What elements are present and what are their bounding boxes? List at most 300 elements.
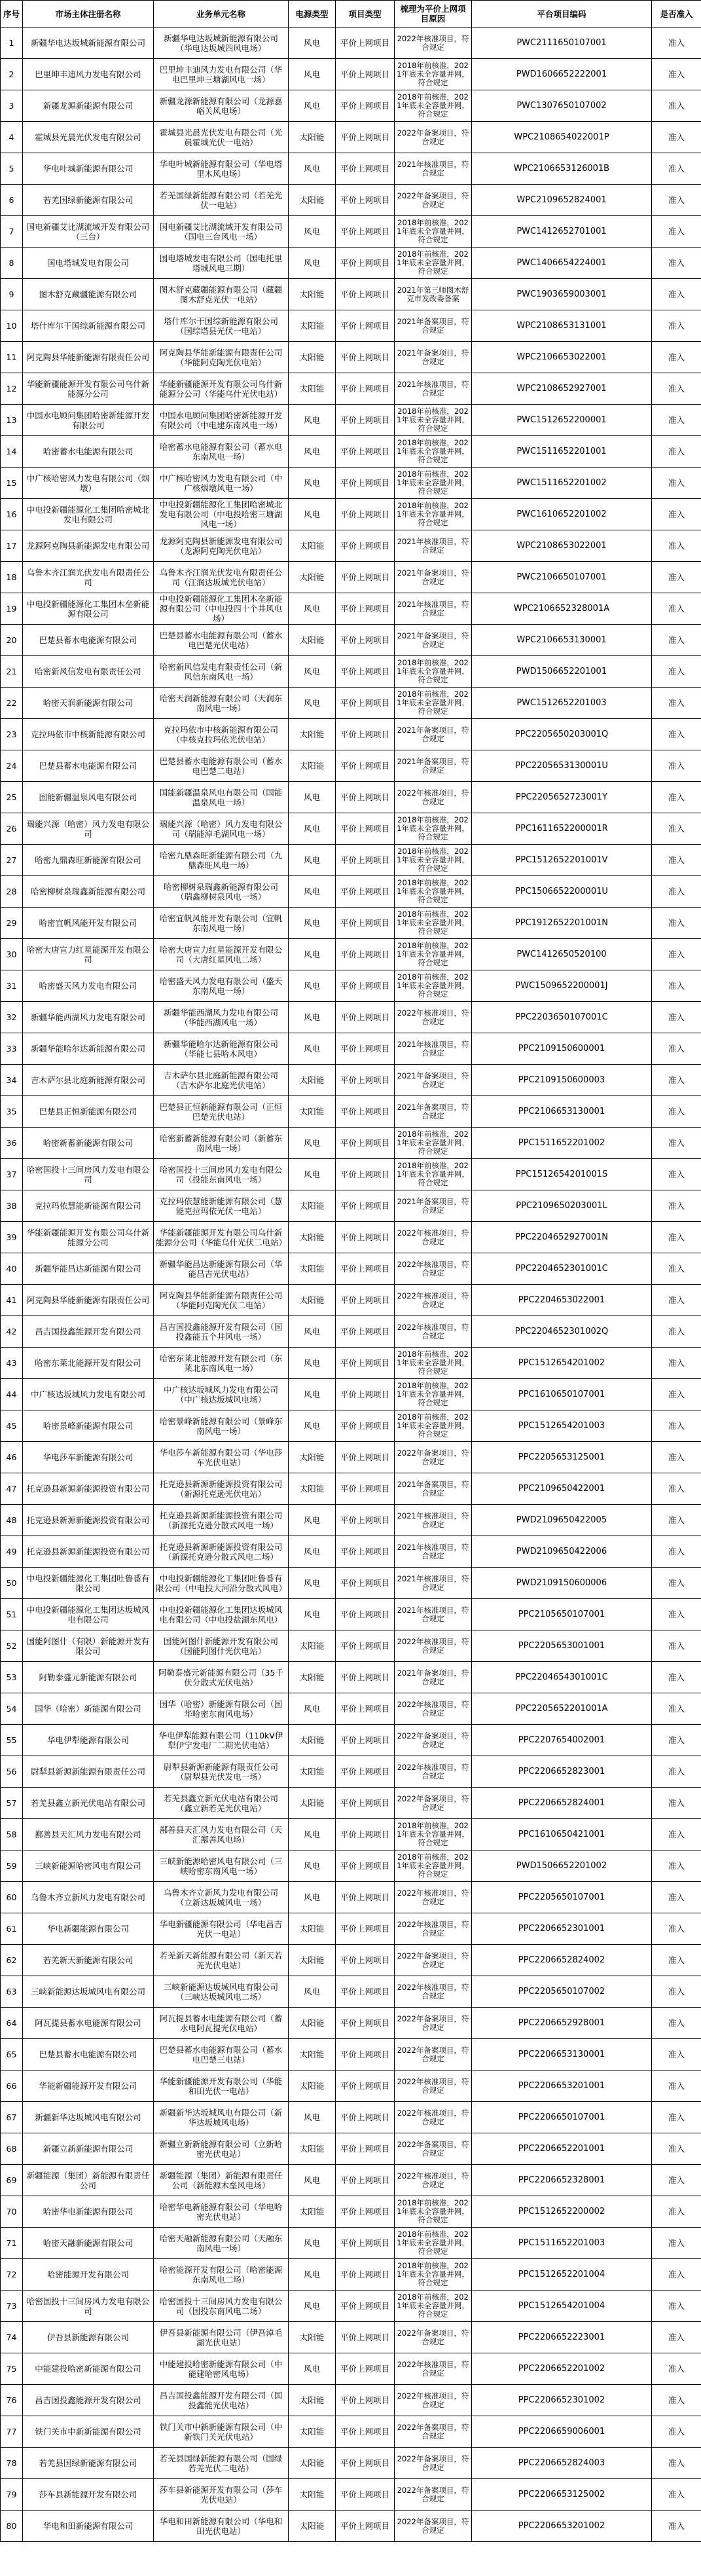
cell-code: PPC2206652301002 — [472, 2385, 652, 2416]
cell-entity: 巴楚县蓄水电能源有限公司 — [23, 2039, 154, 2070]
cell-power-type: 太阳能 — [289, 310, 336, 342]
cell-access: 准入 — [652, 2165, 701, 2196]
cell-unit: 克拉玛依市中核新能源有限公司（中核克拉玛依光伏电站） — [154, 719, 289, 750]
cell-unit: 哈密新风信发电有限责任公司（新风信东南风电一场） — [154, 656, 289, 688]
cell-seq: 34 — [1, 1065, 23, 1096]
cell-seq: 45 — [1, 1410, 23, 1442]
cell-seq: 3 — [1, 90, 23, 122]
cell-project-type: 平价上网项目 — [336, 1756, 395, 1788]
cell-reason: 2018年前核准，2021年底未全容量并网，符合规定 — [395, 970, 472, 1002]
cell-seq: 23 — [1, 719, 23, 750]
cell-unit: 尉犁县新源新能源有限责任公司（尉犁县光伏发电一场） — [154, 1756, 289, 1788]
cell-power-type: 风电 — [289, 1850, 336, 1882]
cell-reason: 2022年核准项目，符合规定 — [395, 2165, 472, 2196]
cell-code: PPC2205653130001U — [472, 750, 652, 782]
cell-project-type: 平价上网项目 — [336, 1819, 395, 1850]
cell-entity: 国能新疆温泉风电有限公司 — [23, 782, 154, 813]
cell-entity: 阿克陶县华能新能源有限责任公司 — [23, 342, 154, 373]
table-row — [1, 1473, 701, 1505]
cell-seq: 58 — [1, 1819, 23, 1850]
header-unit: 业务单元名称 — [154, 1, 289, 28]
cell-entity: 中电投新疆能源化工集团达坂城风电有限公司 — [23, 1599, 154, 1630]
cell-power-type: 风电 — [289, 876, 336, 908]
cell-unit: 华电伊犁能源有限公司（110kV伊犁伊宁发电厂二期光伏电站） — [154, 1725, 289, 1756]
cell-unit: 国华（哈密）新能源有限公司（国华哈密东南风电场） — [154, 1693, 289, 1725]
cell-power-type: 太阳能 — [289, 1662, 336, 1693]
table-row — [1, 1159, 701, 1190]
cell-project-type: 平价上网项目 — [336, 2133, 395, 2165]
cell-access: 准入 — [652, 59, 701, 90]
cell-unit: 阿瓦提县蓄水电能源有限公司（蓄水电阿瓦提光伏电站） — [154, 2008, 289, 2039]
cell-access: 准入 — [652, 845, 701, 876]
header-seq: 序号 — [1, 1, 23, 28]
cell-reason: 2018年前核准，2021年底未全容量并网，符合规定 — [395, 1379, 472, 1410]
table-row — [1, 1002, 701, 1033]
cell-code: PWC1412652701001 — [472, 216, 652, 248]
cell-code: PPC2205650107001 — [472, 1882, 652, 1913]
cell-project-type: 平价上网项目 — [336, 216, 395, 248]
cell-project-type: 平价上网项目 — [336, 28, 395, 59]
cell-reason: 2022年备案项目，符合规定 — [395, 1725, 472, 1756]
cell-project-type: 平价上网项目 — [336, 1662, 395, 1693]
cell-entity: 中电投新疆能源化工集团吐鲁番有限公司 — [23, 1568, 154, 1599]
cell-access: 准入 — [652, 2322, 701, 2353]
cell-project-type: 平价上网项目 — [336, 2196, 395, 2228]
cell-access: 准入 — [652, 1976, 701, 2008]
cell-entity: 阿瓦提县蓄水电能源有限公司 — [23, 2008, 154, 2039]
cell-access: 准入 — [652, 688, 701, 719]
cell-seq: 40 — [1, 1253, 23, 1285]
cell-project-type: 平价上网项目 — [336, 1536, 395, 1568]
cell-unit: 哈密宜帆风能开发有限公司（宜帆东南风电一场） — [154, 908, 289, 939]
cell-power-type: 太阳能 — [289, 1756, 336, 1788]
table-row — [1, 405, 701, 436]
cell-seq: 24 — [1, 750, 23, 782]
cell-reason: 2021年备案项目，符合规定 — [395, 310, 472, 342]
cell-project-type: 平价上网项目 — [336, 813, 395, 845]
cell-unit: 哈密华电新能源有限公司（华电哈密光伏电站） — [154, 2196, 289, 2228]
cell-power-type: 太阳能 — [289, 1913, 336, 1945]
cell-power-type: 风电 — [289, 2259, 336, 2291]
cell-entity: 华电莎车新能源有限公司 — [23, 1442, 154, 1473]
table-row — [1, 1033, 701, 1065]
cell-access: 准入 — [652, 2133, 701, 2165]
cell-reason: 2021年核准项目，符合规定 — [395, 153, 472, 185]
cell-unit: 新疆华能昌达新能源有限公司（华能昌吉光伏电站） — [154, 1253, 289, 1285]
cell-unit: 哈密天融新能源有限公司（天融东南风电一场） — [154, 2228, 289, 2259]
cell-project-type: 平价上网项目 — [336, 310, 395, 342]
cell-code: PPC2109150600001 — [472, 1033, 652, 1065]
cell-power-type: 太阳能 — [289, 1630, 336, 1662]
cell-power-type: 风电 — [289, 1568, 336, 1599]
cell-power-type: 风电 — [289, 1599, 336, 1630]
cell-power-type: 风电 — [289, 845, 336, 876]
cell-power-type: 风电 — [289, 688, 336, 719]
cell-reason: 2022年核准项目，符合规定 — [395, 1316, 472, 1348]
cell-project-type: 平价上网项目 — [336, 2479, 395, 2511]
cell-power-type: 风电 — [289, 1002, 336, 1033]
cell-code: PPC2206653201002 — [472, 2511, 652, 2542]
cell-unit: 国能新疆温泉风电有限公司（国能温泉风电一场） — [154, 782, 289, 813]
cell-access: 准入 — [652, 310, 701, 342]
table-row — [1, 750, 701, 782]
cell-entity: 哈密国投十三间房风力发电有限公司 — [23, 1159, 154, 1190]
cell-reason: 2021年核准项目，符合规定 — [395, 373, 472, 405]
cell-power-type: 风电 — [289, 1505, 336, 1536]
cell-power-type: 太阳能 — [289, 279, 336, 310]
cell-seq: 18 — [1, 562, 23, 593]
cell-project-type: 平价上网项目 — [336, 373, 395, 405]
cell-entity: 若羌国绿新能源有限公司 — [23, 185, 154, 216]
cell-reason: 2018年前核准，2021年底未全容量并网，符合规定 — [395, 2291, 472, 2322]
cell-seq: 52 — [1, 1630, 23, 1662]
cell-reason: 2021年核准项目，符合规定 — [395, 1505, 472, 1536]
cell-seq: 79 — [1, 2479, 23, 2511]
cell-code: PWC1412650520100 — [472, 939, 652, 970]
cell-entity: 哈密天融新能源有限公司 — [23, 2228, 154, 2259]
cell-power-type: 风电 — [289, 939, 336, 970]
cell-code: PPC2206652928001 — [472, 2008, 652, 2039]
table-row — [1, 2259, 701, 2291]
cell-seq: 22 — [1, 688, 23, 719]
cell-access: 准入 — [652, 970, 701, 1002]
cell-project-type: 平价上网项目 — [336, 2070, 395, 2102]
cell-entity: 若羌新天新能源有限公司 — [23, 1945, 154, 1976]
cell-power-type: 风电 — [289, 1976, 336, 2008]
cell-power-type: 太阳能 — [289, 2511, 336, 2542]
cell-code: PWD2109150600006 — [472, 1568, 652, 1599]
table-row — [1, 1850, 701, 1882]
cell-access: 准入 — [652, 2070, 701, 2102]
cell-entity: 巴楚县正恒新能源有限公司 — [23, 1096, 154, 1128]
cell-entity: 华电叶城新能源有限公司 — [23, 153, 154, 185]
cell-power-type: 太阳能 — [289, 2448, 336, 2479]
cell-project-type: 平价上网项目 — [336, 1316, 395, 1348]
cell-reason: 2018年前核准，2021年底未全容量并网，符合规定 — [395, 939, 472, 970]
cell-unit: 哈密蓄水电能源有限公司（蓄水电东南风电一场） — [154, 436, 289, 468]
cell-reason: 2022年核准项目，符合规定 — [395, 1693, 472, 1725]
cell-code: PPC1512654201001S — [472, 1159, 652, 1190]
cell-project-type: 平价上网项目 — [336, 2102, 395, 2133]
cell-power-type: 太阳能 — [289, 562, 336, 593]
cell-seq: 74 — [1, 2322, 23, 2353]
cell-unit: 伊吾县新能源有限公司（伊吾淖毛湖光伏电站） — [154, 2322, 289, 2353]
cell-reason: 2022年备案项目，符合规定 — [395, 2008, 472, 2039]
cell-entity: 哈密华电新能源有限公司 — [23, 2196, 154, 2228]
cell-code: WPC2106653126001B — [472, 153, 652, 185]
cell-access: 准入 — [652, 2448, 701, 2479]
cell-reason: 2022年备案项目，符合规定 — [395, 2511, 472, 2542]
cell-reason: 2018年前核准，2021年底未全容量并网，符合规定 — [395, 845, 472, 876]
cell-seq: 77 — [1, 2416, 23, 2448]
cell-seq: 20 — [1, 625, 23, 656]
cell-access: 准入 — [652, 1473, 701, 1505]
cell-entity: 三峡新能源哈密风电有限公司 — [23, 1850, 154, 1882]
cell-power-type: 太阳能 — [289, 122, 336, 153]
cell-code: PPC2109650203001L — [472, 1190, 652, 1222]
cell-access: 准入 — [652, 876, 701, 908]
cell-entity: 巴楚县蓄水电能源有限公司 — [23, 750, 154, 782]
cell-reason: 2022年核准项目，符合规定 — [395, 2102, 472, 2133]
cell-unit: 华电莎车新能源有限公司（华电莎车光伏电站） — [154, 1442, 289, 1473]
cell-seq: 61 — [1, 1913, 23, 1945]
cell-reason: 2021年备案项目，符合规定 — [395, 1190, 472, 1222]
cell-access: 准入 — [652, 2196, 701, 2228]
cell-reason: 2022年备案项目，符合规定 — [395, 1788, 472, 1819]
cell-project-type: 平价上网项目 — [336, 1913, 395, 1945]
cell-reason: 2022年核准项目，符合规定 — [395, 1756, 472, 1788]
cell-reason: 2018年前核准，2021年底未全容量并网，符合规定 — [395, 59, 472, 90]
cell-seq: 43 — [1, 1348, 23, 1379]
cell-seq: 75 — [1, 2353, 23, 2385]
cell-seq: 42 — [1, 1316, 23, 1348]
cell-entity: 新疆龙源新能源有限公司 — [23, 90, 154, 122]
cell-seq: 53 — [1, 1662, 23, 1693]
cell-power-type: 太阳能 — [289, 625, 336, 656]
cell-access: 准入 — [652, 436, 701, 468]
cell-reason: 2021年备案项目，符合规定 — [395, 1065, 472, 1096]
cell-access: 准入 — [652, 1002, 701, 1033]
cell-unit: 若羌县国绿新能源有限公司（国绿若羌光伏二电站） — [154, 2448, 289, 2479]
cell-seq: 39 — [1, 1222, 23, 1253]
cell-reason: 2018年前核准，2021年底未全容量并网，符合规定 — [395, 405, 472, 436]
cell-project-type: 平价上网项目 — [336, 248, 395, 279]
cell-project-type: 平价上网项目 — [336, 2416, 395, 2448]
cell-code: PPC1511652201002 — [472, 1128, 652, 1159]
table-row — [1, 373, 701, 405]
cell-seq: 5 — [1, 153, 23, 185]
cell-entity: 巴楚县蓄水电能源有限公司 — [23, 625, 154, 656]
cell-access: 准入 — [652, 1945, 701, 1976]
table-row — [1, 1253, 701, 1285]
cell-unit: 新疆龙源新能源有限公司（龙源嘉峪关风电场） — [154, 90, 289, 122]
cell-project-type: 平价上网项目 — [336, 530, 395, 562]
cell-seq: 35 — [1, 1096, 23, 1128]
table-row — [1, 2479, 701, 2511]
cell-reason: 2021年备案项目，符合规定 — [395, 1662, 472, 1693]
cell-entity: 霍城县光晨光伏发电有限公司 — [23, 122, 154, 153]
cell-reason: 2022年核准项目，符合规定 — [395, 1002, 472, 1033]
cell-unit: 中国水电顾问集团哈密新能源开发有限公司（中电建东南风电一场） — [154, 405, 289, 436]
cell-power-type: 风电 — [289, 908, 336, 939]
cell-code: PPC2205653001001 — [472, 1630, 652, 1662]
cell-code: PPC1610650421001 — [472, 1819, 652, 1850]
cell-unit: 巴楚县蓄水电能源有限公司（蓄水电巴楚光伏电站） — [154, 625, 289, 656]
cell-access: 准入 — [652, 1850, 701, 1882]
cell-project-type: 平价上网项目 — [336, 1442, 395, 1473]
cell-code: PPC1512654201002 — [472, 1348, 652, 1379]
cell-unit: 昌吉国投鑫能源开发有限公司（国投鑫能五个井风电一场） — [154, 1316, 289, 1348]
cell-access: 准入 — [652, 185, 701, 216]
cell-code: PPC1512652201004 — [472, 2259, 652, 2291]
cell-power-type: 太阳能 — [289, 1065, 336, 1096]
cell-project-type: 平价上网项目 — [336, 122, 395, 153]
cell-access: 准入 — [652, 2259, 701, 2291]
cell-unit: 若羌县鑫立新光伏电站有限公司（鑫立新若羌光伏电站） — [154, 1788, 289, 1819]
table-row — [1, 625, 701, 656]
cell-entity: 哈密大唐宣力红星能源开发有限公司 — [23, 939, 154, 970]
cell-entity: 昌吉国投鑫能源开发有限公司 — [23, 2385, 154, 2416]
cell-project-type: 平价上网项目 — [336, 1222, 395, 1253]
cell-access: 准入 — [652, 2479, 701, 2511]
cell-unit: 托克逊县新源新能源投资有限公司（新源托克逊光伏电站） — [154, 1473, 289, 1505]
cell-seq: 71 — [1, 2228, 23, 2259]
cell-access: 准入 — [652, 1222, 701, 1253]
cell-project-type: 平价上网项目 — [336, 1473, 395, 1505]
cell-project-type: 平价上网项目 — [336, 908, 395, 939]
cell-unit: 新疆能源（集团）新能源有限责任公司（新能源木垒风电场） — [154, 2165, 289, 2196]
cell-entity: 龙源阿克陶县新能源发电有限公司 — [23, 530, 154, 562]
cell-reason: 2018年前核准，2021年底未全容量并网，符合规定 — [395, 216, 472, 248]
table-row — [1, 1630, 701, 1662]
cell-power-type: 风电 — [289, 1159, 336, 1190]
table-row — [1, 1725, 701, 1756]
cell-entity: 克拉玛依市中核新能源有限公司 — [23, 719, 154, 750]
table-row — [1, 2322, 701, 2353]
cell-unit: 哈密大唐宣力红星能源开发有限公司（大唐红星风电二场） — [154, 939, 289, 970]
cell-seq: 41 — [1, 1285, 23, 1316]
cell-entity: 哈密国投十三间房风力发电有限公司 — [23, 2291, 154, 2322]
cell-reason: 2022年备案项目，符合规定 — [395, 2133, 472, 2165]
cell-access: 准入 — [652, 2039, 701, 2070]
cell-code: PPC2206652823001 — [472, 1756, 652, 1788]
cell-power-type: 风电 — [289, 2165, 336, 2196]
cell-power-type: 风电 — [289, 1882, 336, 1913]
cell-entity: 新疆华能昌达新能源有限公司 — [23, 1253, 154, 1285]
cell-reason: 2018年前核准，2021年底未全容量并网，符合规定 — [395, 1850, 472, 1882]
cell-code: PWC2111650107001 — [472, 28, 652, 59]
cell-entity: 铁门关市中新新能源有限公司 — [23, 2416, 154, 2448]
cell-unit: 哈密天润新能源有限公司（天润东南风电一场） — [154, 688, 289, 719]
cell-power-type: 风电 — [289, 1128, 336, 1159]
table-row — [1, 1662, 701, 1693]
cell-code: PPC2205653125001 — [472, 1442, 652, 1473]
cell-access: 准入 — [652, 939, 701, 970]
cell-power-type: 风电 — [289, 436, 336, 468]
cell-project-type: 平价上网项目 — [336, 499, 395, 530]
cell-project-type: 平价上网项目 — [336, 750, 395, 782]
cell-entity: 新疆华能哈尔达新能源有限公司 — [23, 1033, 154, 1065]
cell-project-type: 平价上网项目 — [336, 939, 395, 970]
cell-access: 准入 — [652, 1128, 701, 1159]
table-row — [1, 939, 701, 970]
cell-seq: 59 — [1, 1850, 23, 1882]
cell-reason: 2022年核准项目，符合规定 — [395, 2070, 472, 2102]
cell-reason: 2018年前核准，2021年底未全容量并网，符合规定 — [395, 876, 472, 908]
cell-code: PWD2109650422006 — [472, 1536, 652, 1568]
table-row — [1, 2165, 701, 2196]
cell-power-type: 风电 — [289, 248, 336, 279]
table-row — [1, 468, 701, 499]
cell-entity: 华能新疆能源开发有限公司乌什新能源分公司 — [23, 373, 154, 405]
cell-power-type: 风电 — [289, 656, 336, 688]
cell-reason: 2021年第三师图木舒克市发改委备案 — [395, 279, 472, 310]
cell-entity: 若羌县国绿新能源有限公司 — [23, 2448, 154, 2479]
table-row — [1, 719, 701, 750]
cell-reason: 2022年核准项目，符合规定 — [395, 1882, 472, 1913]
cell-unit: 龙源阿克陶县新能源发电有限公司（龙源阿克陶光伏电站） — [154, 530, 289, 562]
cell-power-type: 风电 — [289, 405, 336, 436]
cell-project-type: 平价上网项目 — [336, 1568, 395, 1599]
cell-entity: 哈密天润新能源有限公司 — [23, 688, 154, 719]
cell-code: WPC2106653022001 — [472, 342, 652, 373]
cell-entity: 中广核达坂城风力发电有限公司 — [23, 1379, 154, 1410]
table-row — [1, 1128, 701, 1159]
cell-project-type: 平价上网项目 — [336, 1190, 395, 1222]
cell-unit: 图木舒克藏疆能源有限公司（藏疆图木舒克光伏一电站） — [154, 279, 289, 310]
cell-power-type: 风电 — [289, 1379, 336, 1410]
header-power-type: 电源类型 — [289, 1, 336, 28]
cell-project-type: 平价上网项目 — [336, 688, 395, 719]
table-row — [1, 1065, 701, 1096]
table-row — [1, 2448, 701, 2479]
cell-power-type: 风电 — [289, 1033, 336, 1065]
cell-seq: 2 — [1, 59, 23, 90]
cell-entity: 新疆立新新能源有限公司 — [23, 2133, 154, 2165]
cell-unit: 哈密国投十三间房风力发电有限公司（投能东南风电一场） — [154, 1159, 289, 1190]
cell-code: WPC2106652328001A — [472, 593, 652, 625]
cell-reason: 2021年核准项目，符合规定 — [395, 1599, 472, 1630]
cell-reason: 2018年前核准，2021年底未全容量并网，符合规定 — [395, 1159, 472, 1190]
table-row — [1, 28, 701, 59]
cell-entity: 托克逊县新源新能源投资有限公司 — [23, 1505, 154, 1536]
cell-entity: 乌鲁木齐立新风力发电有限公司 — [23, 1882, 154, 1913]
cell-unit: 国能阿图什新能源开发有限公司（国能阿图什光伏电站） — [154, 1630, 289, 1662]
cell-project-type: 平价上网项目 — [336, 185, 395, 216]
cell-project-type: 平价上网项目 — [336, 468, 395, 499]
cell-entity: 华电和田新能源有限公司 — [23, 2511, 154, 2542]
cell-unit: 新疆华电达坂城新能源有限公司（华电达坂城四风电场） — [154, 28, 289, 59]
cell-project-type: 平价上网项目 — [336, 2448, 395, 2479]
cell-unit: 若羌国绿新能源有限公司（若羌光伏一电站） — [154, 185, 289, 216]
cell-reason: 2018年前核准，2021年底未全容量并网，符合规定 — [395, 1410, 472, 1442]
cell-code: PPC1610650107001 — [472, 1379, 652, 1410]
table-row — [1, 1442, 701, 1473]
cell-unit: 瑞能兴源（哈密）风力发电有限公司（瑞能淖毛湖风电一场） — [154, 813, 289, 845]
cell-code: PWC1512652200001 — [472, 405, 652, 436]
cell-reason: 2021年核准项目，符合规定 — [395, 1568, 472, 1599]
cell-power-type: 风电 — [289, 499, 336, 530]
cell-project-type: 平价上网项目 — [336, 1976, 395, 2008]
cell-entity: 哈密宜帆风能开发有限公司 — [23, 908, 154, 939]
cell-entity: 莎车县新能源开发有限公司 — [23, 2479, 154, 2511]
cell-project-type: 平价上网项目 — [336, 1693, 395, 1725]
cell-unit: 巴楚县蓄水电能源有限公司（蓄水电巴楚三电站） — [154, 2039, 289, 2070]
cell-seq: 73 — [1, 2291, 23, 2322]
cell-entity: 哈密新风信发电有限责任公司 — [23, 656, 154, 688]
cell-access: 准入 — [652, 1442, 701, 1473]
table-row — [1, 2196, 701, 2228]
cell-unit: 哈密新蓄新能源有限公司（新蓄东南风电一场） — [154, 1128, 289, 1159]
cell-code: PPC1512654201003 — [472, 1410, 652, 1442]
cell-project-type: 平价上网项目 — [336, 2039, 395, 2070]
cell-code: WPC2106653130001 — [472, 625, 652, 656]
cell-unit: 国电塔城发电有限公司（国电托里塔城风电三期） — [154, 248, 289, 279]
cell-entity: 托克逊县新源新能源投资有限公司 — [23, 1536, 154, 1568]
cell-power-type: 太阳能 — [289, 373, 336, 405]
cell-reason: 2022年核准项目，符合规定 — [395, 28, 472, 59]
cell-access: 准入 — [652, 2008, 701, 2039]
header-project-type: 项目类型 — [336, 1, 395, 28]
cell-entity: 新疆能源（集团）新能源有限责任公司 — [23, 2165, 154, 2196]
cell-power-type: 风电 — [289, 1410, 336, 1442]
table-row — [1, 2353, 701, 2385]
cell-power-type: 太阳能 — [289, 2008, 336, 2039]
cell-seq: 15 — [1, 468, 23, 499]
cell-reason: 2018年前核准，2021年底未全容量并网，符合规定 — [395, 2228, 472, 2259]
cell-code: PPC2206659006001 — [472, 2416, 652, 2448]
cell-power-type: 太阳能 — [289, 1473, 336, 1505]
